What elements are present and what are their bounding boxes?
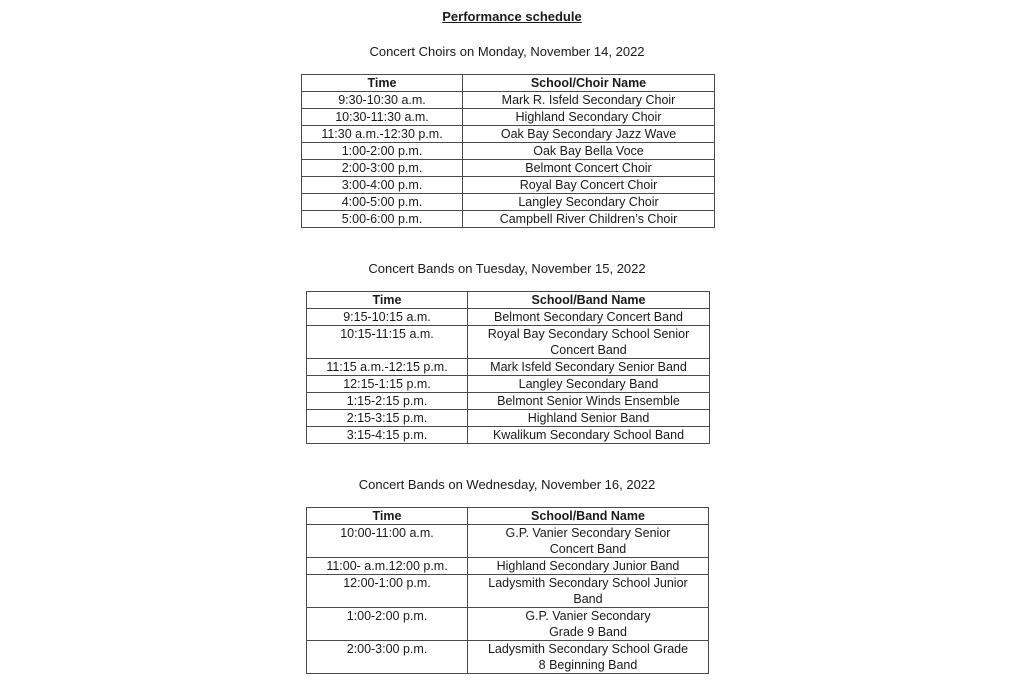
time-cell: 11:30 a.m.-12:30 p.m.	[302, 126, 463, 143]
name-line-2: Grade 9 Band	[549, 625, 627, 639]
column-header-name: School/Band Name	[468, 508, 709, 525]
table-row	[302, 92, 715, 109]
name-cell	[468, 326, 710, 359]
name-cell: Langley Secondary Band	[468, 376, 710, 393]
name-cell	[468, 525, 709, 558]
table-row	[302, 177, 715, 194]
table-row	[307, 525, 709, 558]
table-row	[307, 608, 709, 641]
time-cell: 4:00-5:00 p.m.	[302, 194, 463, 211]
name-line-2: 8 Beginning Band	[538, 658, 638, 672]
table-row	[307, 326, 710, 359]
section-heading-monday: Concert Choirs on Monday, November 14, 2022	[369, 44, 645, 59]
table-row	[302, 126, 715, 143]
table-row	[302, 109, 715, 126]
name-cell: Highland Secondary Choir	[463, 109, 715, 126]
table-header-row	[307, 508, 709, 525]
column-header-time: Time	[307, 508, 468, 525]
name-cell: Belmont Secondary Concert Band	[468, 309, 710, 326]
time-cell: 12:15-1:15 p.m.	[307, 376, 468, 393]
time-cell: 10:30-11:30 a.m.	[302, 109, 463, 126]
table-row	[307, 427, 710, 444]
table-row	[302, 211, 715, 228]
name-cell: Oak Bay Secondary Jazz Wave	[463, 126, 715, 143]
name-cell: Royal Bay Concert Choir	[463, 177, 715, 194]
section-heading-tuesday: Concert Bands on Tuesday, November 15, 2022	[368, 261, 646, 276]
name-line-1: Ladysmith Secondary School Grade	[487, 642, 689, 656]
table-row	[302, 194, 715, 211]
time-cell: 2:15-3:15 p.m.	[307, 410, 468, 427]
name-line-1: G.P. Vanier Secondary	[525, 609, 651, 623]
column-header-time: Time	[307, 292, 468, 309]
name-cell	[468, 608, 709, 641]
time-cell: 9:15-10:15 a.m.	[307, 309, 468, 326]
time-cell: 11:00- a.m.12:00 p.m.	[307, 558, 468, 575]
schedule-table-wednesday	[306, 507, 709, 674]
table-header-row	[307, 292, 710, 309]
name-cell: Highland Secondary Junior Band	[468, 558, 709, 575]
name-cell: Mark Isfeld Secondary Senior Band	[468, 359, 710, 376]
name-cell: Langley Secondary Choir	[463, 194, 715, 211]
name-cell: Mark R. Isfeld Secondary Choir	[463, 92, 715, 109]
name-line-1: Royal Bay Secondary School Senior	[487, 327, 690, 341]
time-cell: 11:15 a.m.-12:15 p.m.	[307, 359, 468, 376]
name-line-1: Ladysmith Secondary School Junior	[488, 576, 688, 590]
table-row	[302, 160, 715, 177]
table-row	[307, 393, 710, 410]
time-cell: 3:15-4:15 p.m.	[307, 427, 468, 444]
section-heading-wednesday: Concert Bands on Wednesday, November 16, 2022	[358, 477, 656, 492]
table-row	[307, 575, 709, 608]
time-cell: 2:00-3:00 p.m.	[302, 160, 463, 177]
name-line-2: Concert Band	[549, 542, 627, 556]
name-line-2: Concert Band	[550, 343, 627, 357]
name-cell: Campbell River Children’s Choir	[463, 211, 715, 228]
name-cell: Belmont Concert Choir	[463, 160, 715, 177]
time-cell: 1:00-2:00 p.m.	[302, 143, 463, 160]
table-row	[302, 143, 715, 160]
table-row	[307, 558, 709, 575]
time-cell: 1:00-2:00 p.m.	[307, 608, 468, 641]
name-cell: Highland Senior Band	[468, 410, 710, 427]
schedule-table-tuesday	[306, 291, 710, 444]
time-cell: 10:15-11:15 a.m.	[307, 326, 468, 359]
time-cell: 10:00-11:00 a.m.	[307, 525, 468, 558]
name-cell: Kwalikum Secondary School Band	[468, 427, 710, 444]
name-cell: Oak Bay Bella Voce	[463, 143, 715, 160]
name-line-2: Band	[573, 592, 603, 606]
page-title: Performance schedule	[442, 9, 582, 24]
name-cell	[468, 641, 709, 674]
schedule-table-monday	[301, 74, 715, 228]
time-cell: 2:00-3:00 p.m.	[307, 641, 468, 674]
column-header-time: Time	[302, 75, 463, 92]
column-header-name: School/Band Name	[468, 292, 710, 309]
table-row	[307, 309, 710, 326]
name-cell: Belmont Senior Winds Ensemble	[468, 393, 710, 410]
time-cell: 1:15-2:15 p.m.	[307, 393, 468, 410]
table-row	[307, 641, 709, 674]
name-line-1: G.P. Vanier Secondary Senior	[505, 526, 671, 540]
time-cell: 3:00-4:00 p.m.	[302, 177, 463, 194]
time-cell: 9:30-10:30 a.m.	[302, 92, 463, 109]
table-row	[307, 410, 710, 427]
table-row	[307, 359, 710, 376]
table-header-row	[302, 75, 715, 92]
name-cell	[468, 575, 709, 608]
column-header-name: School/Choir Name	[463, 75, 715, 92]
time-cell: 5:00-6:00 p.m.	[302, 211, 463, 228]
table-row	[307, 376, 710, 393]
time-cell: 12:00-1:00 p.m.	[307, 575, 468, 608]
